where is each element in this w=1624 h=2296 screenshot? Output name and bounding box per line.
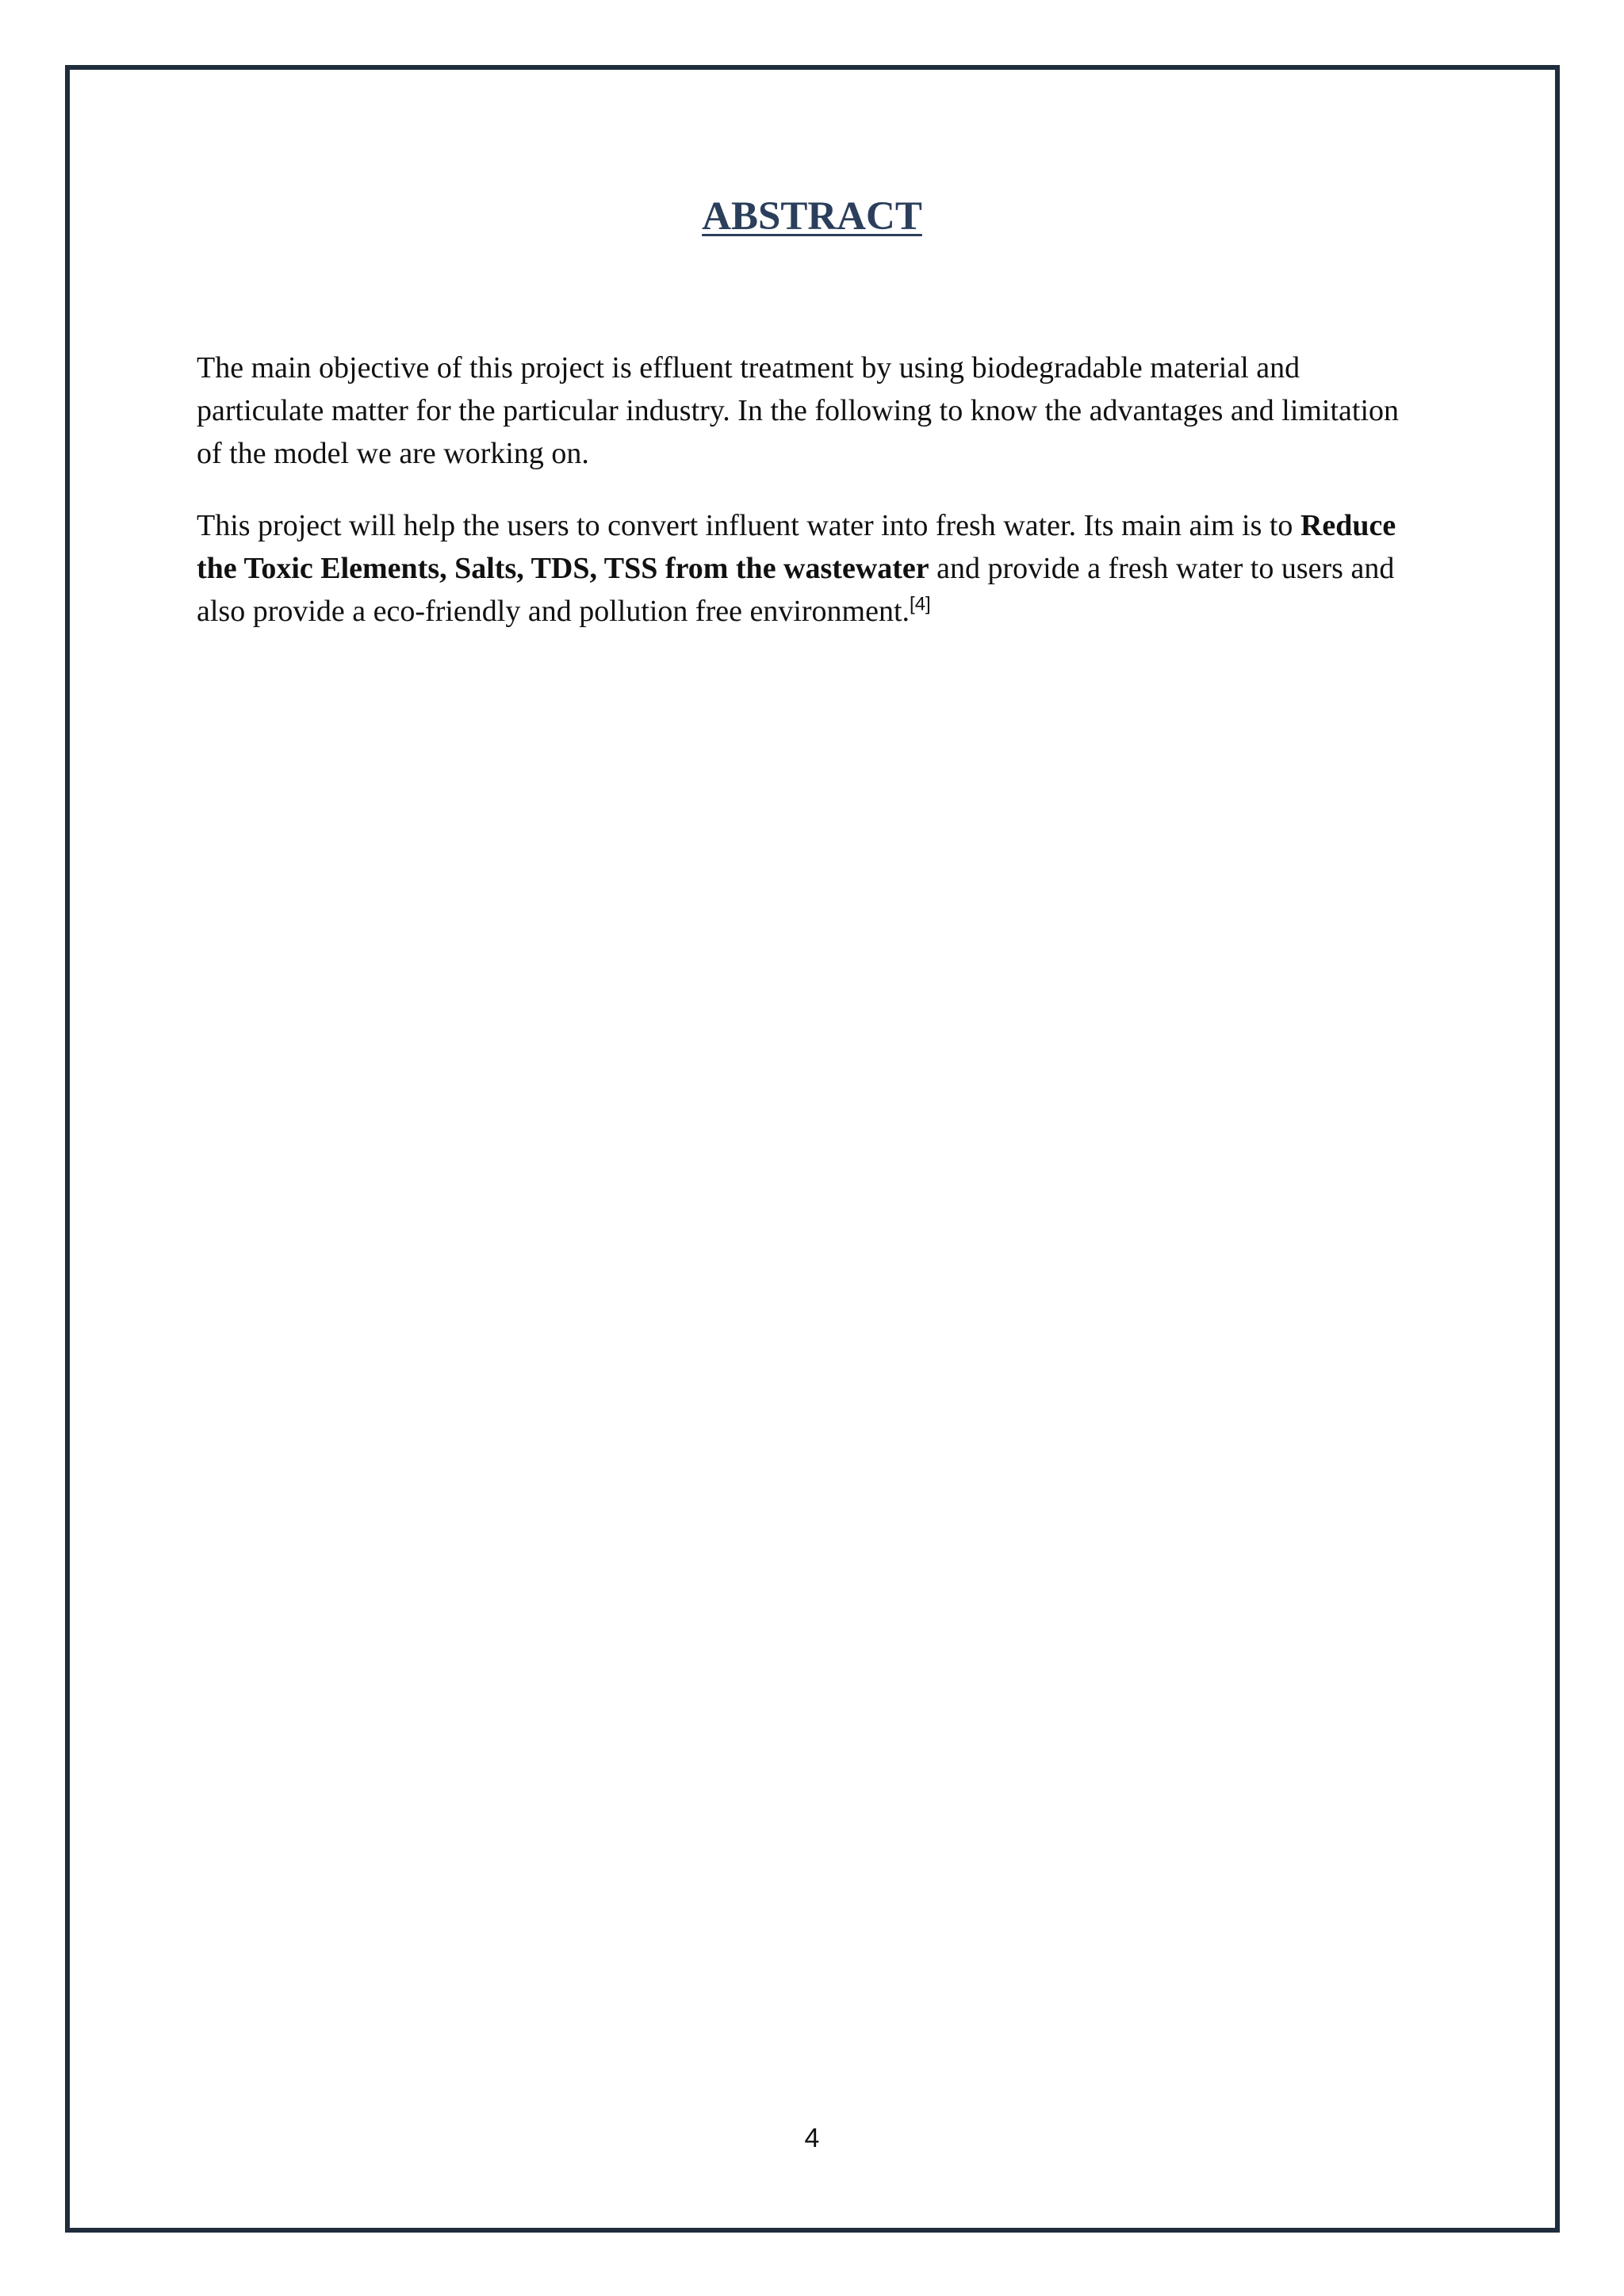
page-number: 4 xyxy=(804,2123,820,2153)
abstract-paragraph-1 xyxy=(197,346,1410,475)
paragraph-1-text: The main objective of this project is effluent treatment by using biodegradable material and particulate matter for the particular industry. In the following to know the advantages and limitation of the model we are working on. xyxy=(197,351,1400,470)
paragraph-2-lead: This project will help the users to convert influent water into fresh water. Its main aim is to xyxy=(197,509,1300,542)
paragraph-2-tail: and provide a fresh water to users and also provide a eco-friendly and pollution free environment. xyxy=(197,552,1395,628)
abstract-paragraph-2 xyxy=(197,504,1410,633)
citation-reference: [4] xyxy=(910,593,931,615)
page-title: ABSTRACT xyxy=(702,194,922,239)
paragraph-2-bold-phrase: Reduce the Toxic Elements, Salts, TDS, TSS from the wastewater xyxy=(197,509,1396,585)
